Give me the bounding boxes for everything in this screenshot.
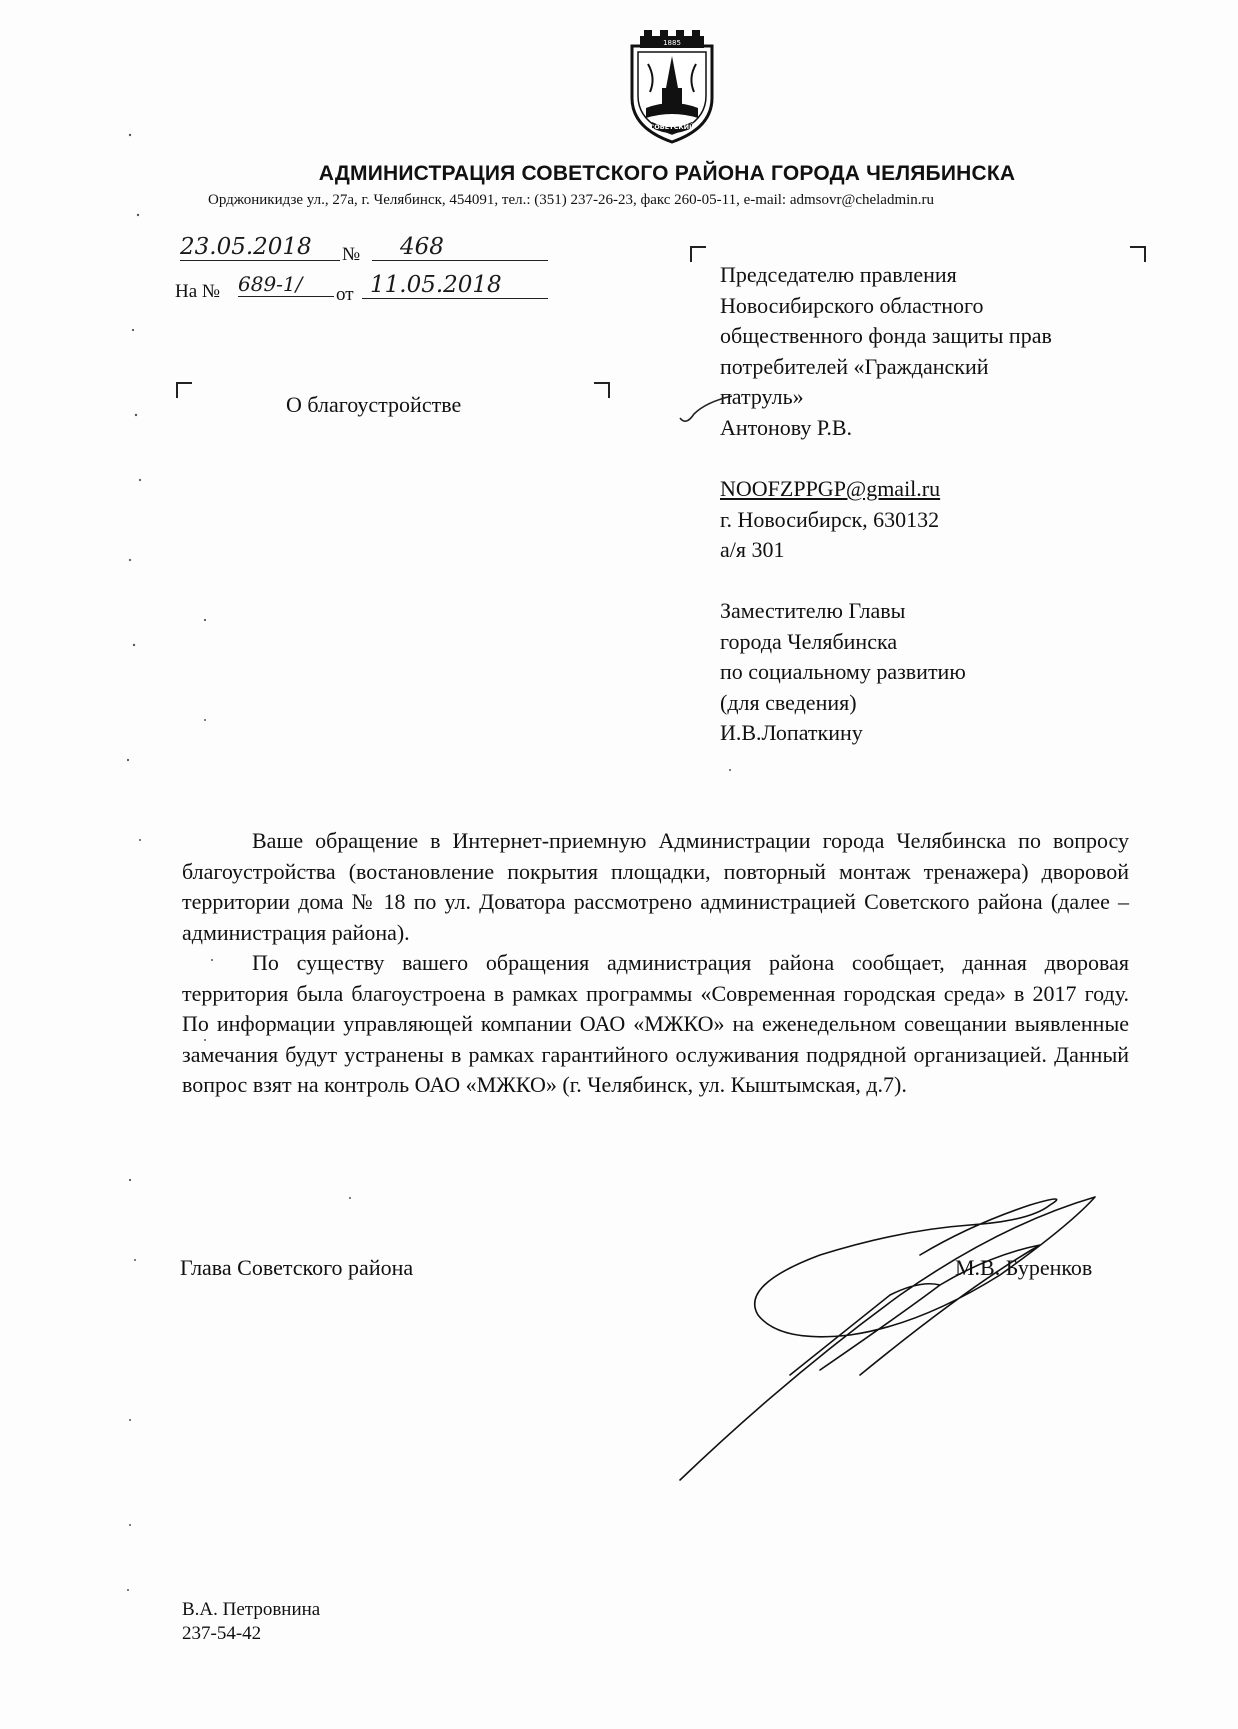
recipient-address-line: а/я 301: [720, 537, 785, 562]
svg-text:1885: 1885: [663, 39, 681, 47]
recipient-name: И.В.Лопаткину: [720, 720, 863, 745]
organization-address: Орджоникидзе ул., 27а, г. Челябинск, 454091, тел.: (351) 237-26-23, факс 260-05-11, e-mail: admsovr@cheladmin.ru: [208, 192, 935, 208]
body-paragraph: Ваше обращение в Интернет-приемную Администрации города Челябинска по вопросу благоустройства (востановление покрытия площадки, повторный монтаж тренажера) дворовой территории дома № 18 по ул. Доватора рассмотрено администрацией Советского района (далее – администрация района).: [182, 828, 1129, 945]
recipient-line: Заместителю Главы: [720, 598, 906, 623]
subject-corner-left: [176, 382, 192, 398]
check-mark: [676, 392, 736, 428]
from-label: от: [336, 284, 354, 305]
organization-name: АДМИНИСТРАЦИЯ СОВЕТСКОГО РАЙОНА ГОРОДА ЧЕЛЯБИНСКА: [318, 162, 1016, 185]
coat-of-arms-emblem: [626, 28, 718, 146]
recipient-line: (для сведения): [720, 689, 857, 715]
executor-phone: 237-54-42: [182, 1623, 262, 1644]
recipient-address-line: г. Новосибирск, 630132: [720, 506, 940, 532]
recipient-line: патруль»: [720, 384, 804, 409]
executor-name: В.А. Петровнина: [182, 1599, 321, 1620]
letter-body: [182, 826, 1129, 1101]
emblem-caption: СОВЕТСКИЙ: [649, 123, 695, 131]
recipient-email[interactable]: NOOFZPPGP@gmail.ru: [720, 476, 941, 501]
recipient-corner-right: [1130, 246, 1146, 262]
primary-recipient: [720, 260, 1052, 443]
handwritten-signature: [670, 1185, 1140, 1485]
subject-corner-right: [594, 382, 610, 398]
recipient-name: Антонову Р.В.: [720, 414, 853, 440]
number-label: №: [342, 244, 361, 265]
incoming-label: На №: [175, 281, 221, 302]
signatory-name: М.В. Буренков: [955, 1255, 1093, 1280]
signatory-title: Глава Советского района: [180, 1255, 414, 1280]
recipient-line: города Челябинска: [720, 628, 898, 654]
body-paragraph: По существу вашего обращения администрация района сообщает, данная дворовая территория была благоустроена в рамках программы «Современная городская среда» в 2017 году. По информации управляющей компании ОАО «МЖКО» на еженедельном совещании выявленные замечания будут устранены в рамках гарантийного ослуживания подрядной организацией. Данный вопрос взят на контроль ОАО «МЖКО» (г. Челябинск, ул. Кыштымская, д.7).: [182, 950, 1129, 1097]
recipient-line: общественного фонда защиты прав: [720, 323, 1052, 348]
recipient-line: по социальному развитию: [720, 659, 966, 684]
recipient-corner-left: [690, 246, 706, 262]
recipient-line: потребителей «Гражданский: [720, 353, 989, 379]
incoming-date: 11.05.2018: [362, 272, 548, 299]
incoming-number: 689-1/: [238, 272, 334, 297]
outgoing-date: 23.05.2018: [180, 234, 340, 261]
recipient-line: Председателю правления: [720, 262, 957, 287]
recipient-contacts: [720, 474, 940, 566]
recipient-line: Новосибирского областного: [720, 292, 984, 318]
secondary-recipient: [720, 596, 966, 749]
executor-info: [182, 1598, 320, 1646]
outgoing-number: 468: [372, 234, 548, 261]
subject-line: О благоустройстве: [286, 392, 462, 417]
